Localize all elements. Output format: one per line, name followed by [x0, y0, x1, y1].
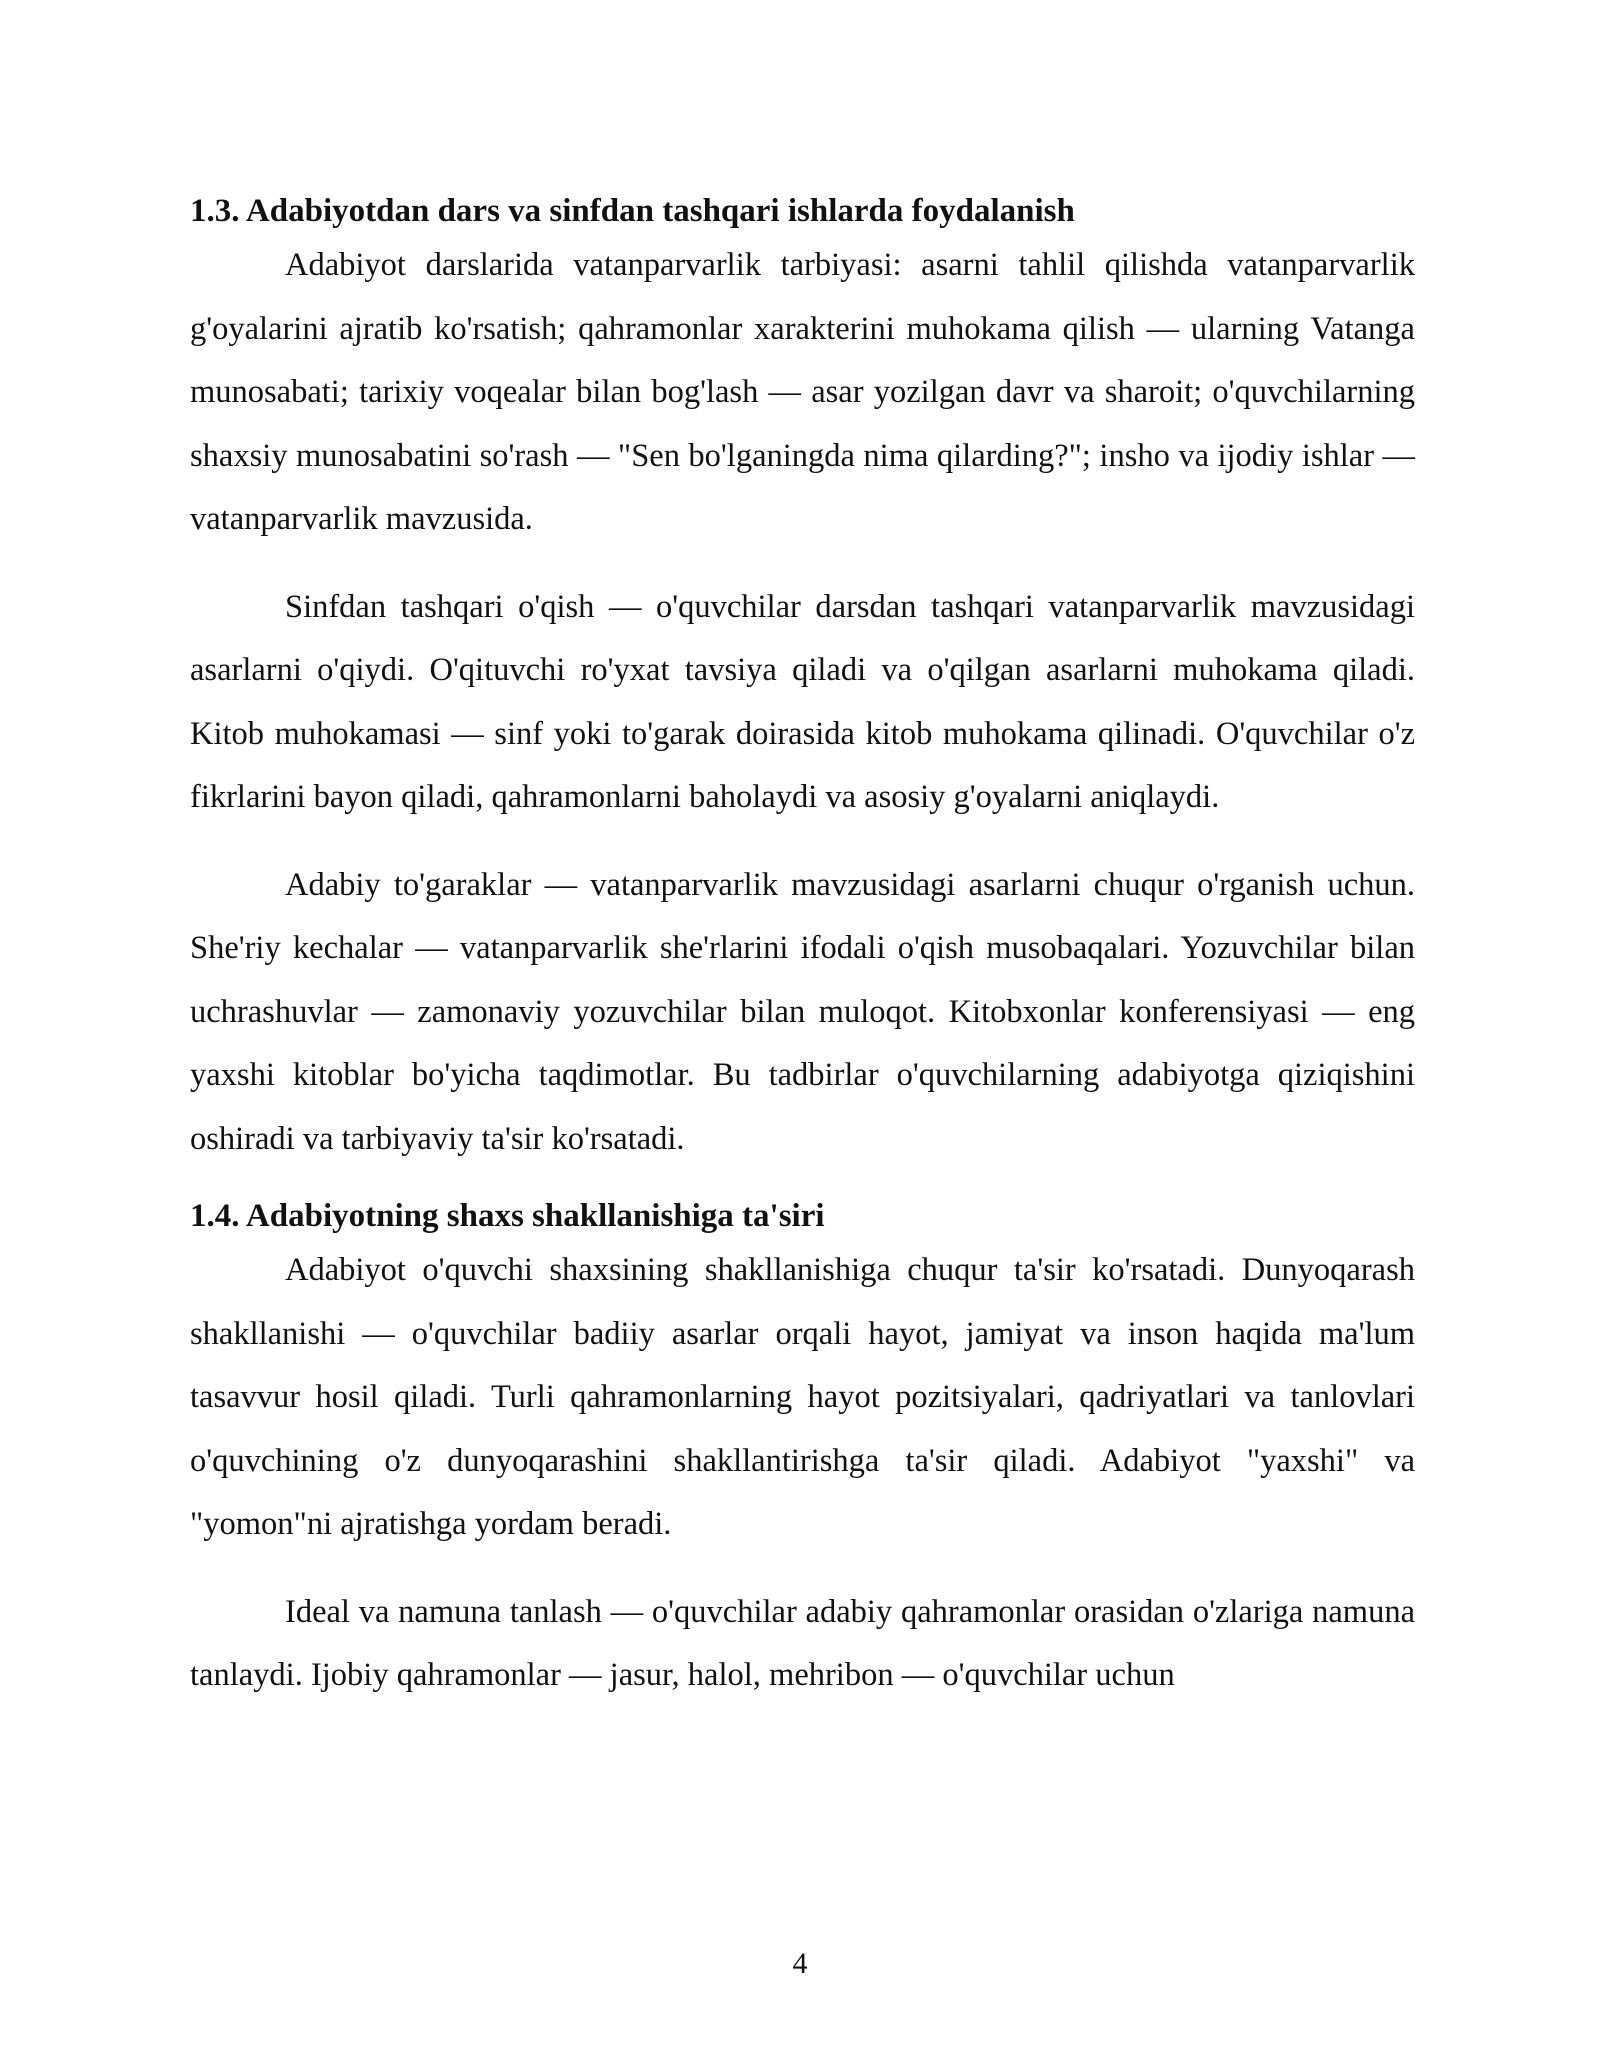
document-page	[190, 188, 1415, 1708]
paragraph: Adabiyot darslarida vatanparvarlik tarbiyasi: asarni tahlil qilishda vatanparvarlik g'oyalarini ajratib ko'rsatish; qahramonlar xarakterini muhokama qilish — ularning Vatanga munosabati; tarixiy voqealar bilan bog'lash — asar yozilgan davr va sharoit; o'quvchilarning shaxsiy munosabatini so'rash — "Sen bo'lganingda nima qilarding?"; insho va ijodiy ishlar — vatanparvarlik mavzusida.	[190, 247, 1415, 537]
paragraph: Sinfdan tashqari o'qish — o'quvchilar darsdan tashqari vatanparvarlik mavzusidagi asarlarni o'qiydi. O'qituvchi ro'yxat tavsiya qiladi va o'qilgan asarlarni muhokama qiladi. Kitob muhokamasi — sinf yoki to'garak doirasida kitob muhokama qilinadi. O'quvchilar o'z fikrlarini bayon qiladi, qahramonlarni baholaydi va asosiy g'oyalarni aniqlaydi.	[190, 588, 1415, 815]
page-number: 4	[792, 1947, 808, 1980]
paragraph: Ideal va namuna tanlash — o'quvchilar adabiy qahramonlar orasidan o'zlariga namuna tanlaydi. Ijobiy qahramonlar — jasur, halol, mehribon — o'quvchilar uchun	[190, 1593, 1415, 1693]
paragraph: Adabiy to'garaklar — vatanparvarlik mavzusidagi asarlarni chuqur o'rganish uchun. She'riy kechalar — vatanparvarlik she'rlarini ifodali o'qish musobaqalari. Yozuvchilar bilan uchrashuvlar — zamonaviy yozuvchilar bilan muloqot. Kitobxonlar konferensiyasi — eng yaxshi kitoblar bo'yicha taqdimotlar. Bu tadbirlar o'quvchilarning adabiyotga qiziqishini oshiradi va tarbiyaviy ta'sir ko'rsatadi.	[190, 866, 1415, 1157]
paragraph: Adabiyot o'quvchi shaxsining shakllanishiga chuqur ta'sir ko'rsatadi. Dunyoqarash shakllanishi — o'quvchilar badiiy asarlar orqali hayot, jamiyat va inson haqida ma'lum tasavvur hosil qiladi. Turli qahramonlarning hayot pozitsiyalari, qadriyatlari va tanlovlari o'quvchining o'z dunyoqarashini shakllantirishga ta'sir qiladi. Adabiyot "yaxshi" va "yomon"ni ajratishga yordam beradi.	[190, 1252, 1415, 1542]
section-heading-1-4: 1.4. Adabiyotning shaxs shakllanishiga ta'siri	[190, 1198, 825, 1234]
section-heading-1-3: 1.3. Adabiyotdan dars va sinfdan tashqari ishlarda foydalanish	[190, 193, 1075, 229]
